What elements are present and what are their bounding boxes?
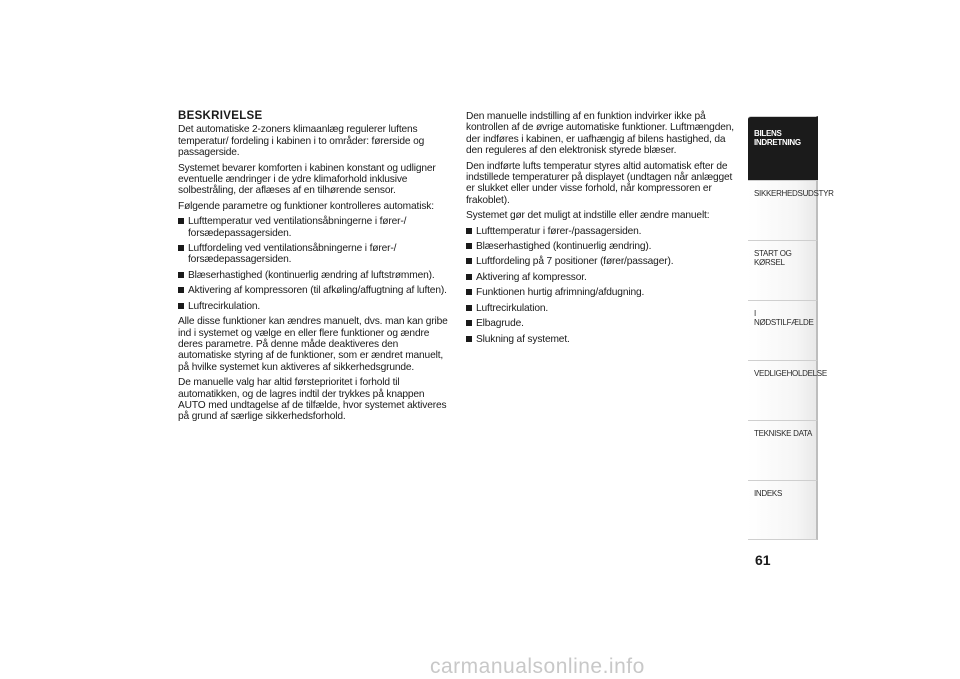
chapter-index-tabs <box>748 116 834 540</box>
list-item: Lufttemperatur i fører-/passagersiden. <box>466 226 741 237</box>
left-column <box>178 111 453 427</box>
left-paragraph-3: Følgende parametre og funktioner kontrolleres automatisk: <box>178 200 434 212</box>
left-paragraph-5: De manuelle valg har altid førsteprioritet i forhold til automatikken, og de lagres indtil der trykkes på knappen AUTO med undtagelse af de tilfælde, hvor systemet aktiveres på grund af særlige sikkerhedsforhold. <box>178 377 447 423</box>
left-paragraph-2: Systemet bevarer komforten i kabinen konstant og udligner eventuelle ændringer i de ydre klimaforhold inklusive solbestråling, der aflæses af en tilhørende sensor. <box>178 162 436 197</box>
tab-bilens-indretning[interactable]: BILENS INDRETNING <box>748 116 818 180</box>
list-item: Blæserhastighed (kontinuerlig ændring af luftstrømmen). <box>178 270 453 281</box>
list-item: Luftrecirkulation. <box>466 303 741 314</box>
list-item: Lufttemperatur ved ventilationsåbningerne i fører-/ forsædepassagersiden. <box>178 216 453 239</box>
left-paragraph-1: Det automatiske 2-zoners klimaanlæg regulerer luftens temperatur/ fordeling i kabinen i to områder: førerside og passagerside. <box>178 124 425 159</box>
list-item: Luftfordeling på 7 positioner (fører/passager). <box>466 256 741 267</box>
tab-vedligeholdelse[interactable]: VEDLIGEHOLDELSE <box>748 360 818 420</box>
list-item: Luftfordeling ved ventilationsåbningerne i fører-/ forsædepassagersiden. <box>178 243 453 266</box>
tab-indeks[interactable]: INDEKS <box>748 480 818 540</box>
list-item: Slukning af systemet. <box>466 334 741 345</box>
list-item: Elbagrude. <box>466 318 741 329</box>
list-item: Funktionen hurtig afrimning/afdugning. <box>466 287 741 298</box>
tab-i-nodstilfaelde[interactable]: I NØDSTILFÆLDE <box>748 300 818 360</box>
list-item: Blæserhastighed (kontinuerlig ændring). <box>466 241 741 252</box>
tab-sikkerhedsudstyr[interactable]: SIKKERHEDSUDSTYR <box>748 180 818 240</box>
tab-start-og-korsel[interactable]: START OG KØRSEL <box>748 240 818 300</box>
right-column <box>466 111 741 349</box>
right-paragraph-1: Den manuelle indstilling af en funktion indvirker ikke på kontrollen af de øvrige automatiske funktioner. Luftmængden, der indføres i kabinen, er uafhængig af bilens hastighed, da den reguleres af den elektronisk styrede blæser. <box>466 111 734 157</box>
watermark: carmanualsonline.info <box>430 655 645 678</box>
tab-tekniske-data[interactable]: TEKNISKE DATA <box>748 420 818 480</box>
list-item: Luftrecirkulation. <box>178 301 453 312</box>
right-paragraph-3: Systemet gør det muligt at indstille eller ændre manuelt: <box>466 210 710 222</box>
section-heading: BESKRIVELSE <box>178 110 263 122</box>
page-number: 61 <box>755 552 771 568</box>
right-paragraph-2: Den indførte lufts temperatur styres altid automatisk efter de indstillede temperaturer på displayet (undtagen når anlægget er slukket eller under visse forhold, når kompressoren er frakoblet). <box>466 160 733 206</box>
left-paragraph-4: Alle disse funktioner kan ændres manuelt, dvs. man kan gribe ind i systemet og vælge en eller flere funktioner og ændre deres parametre. På denne måde deaktiveres den automatiske styring af de funktioner, som er ændret manuelt, på hvilke systemet kun aktiveres af sikkerhedsgrunde. <box>178 316 448 373</box>
list-item: Aktivering af kompressoren (til afkøling/affugtning af luften). <box>178 285 453 296</box>
list-item: Aktivering af kompressor. <box>466 272 741 283</box>
